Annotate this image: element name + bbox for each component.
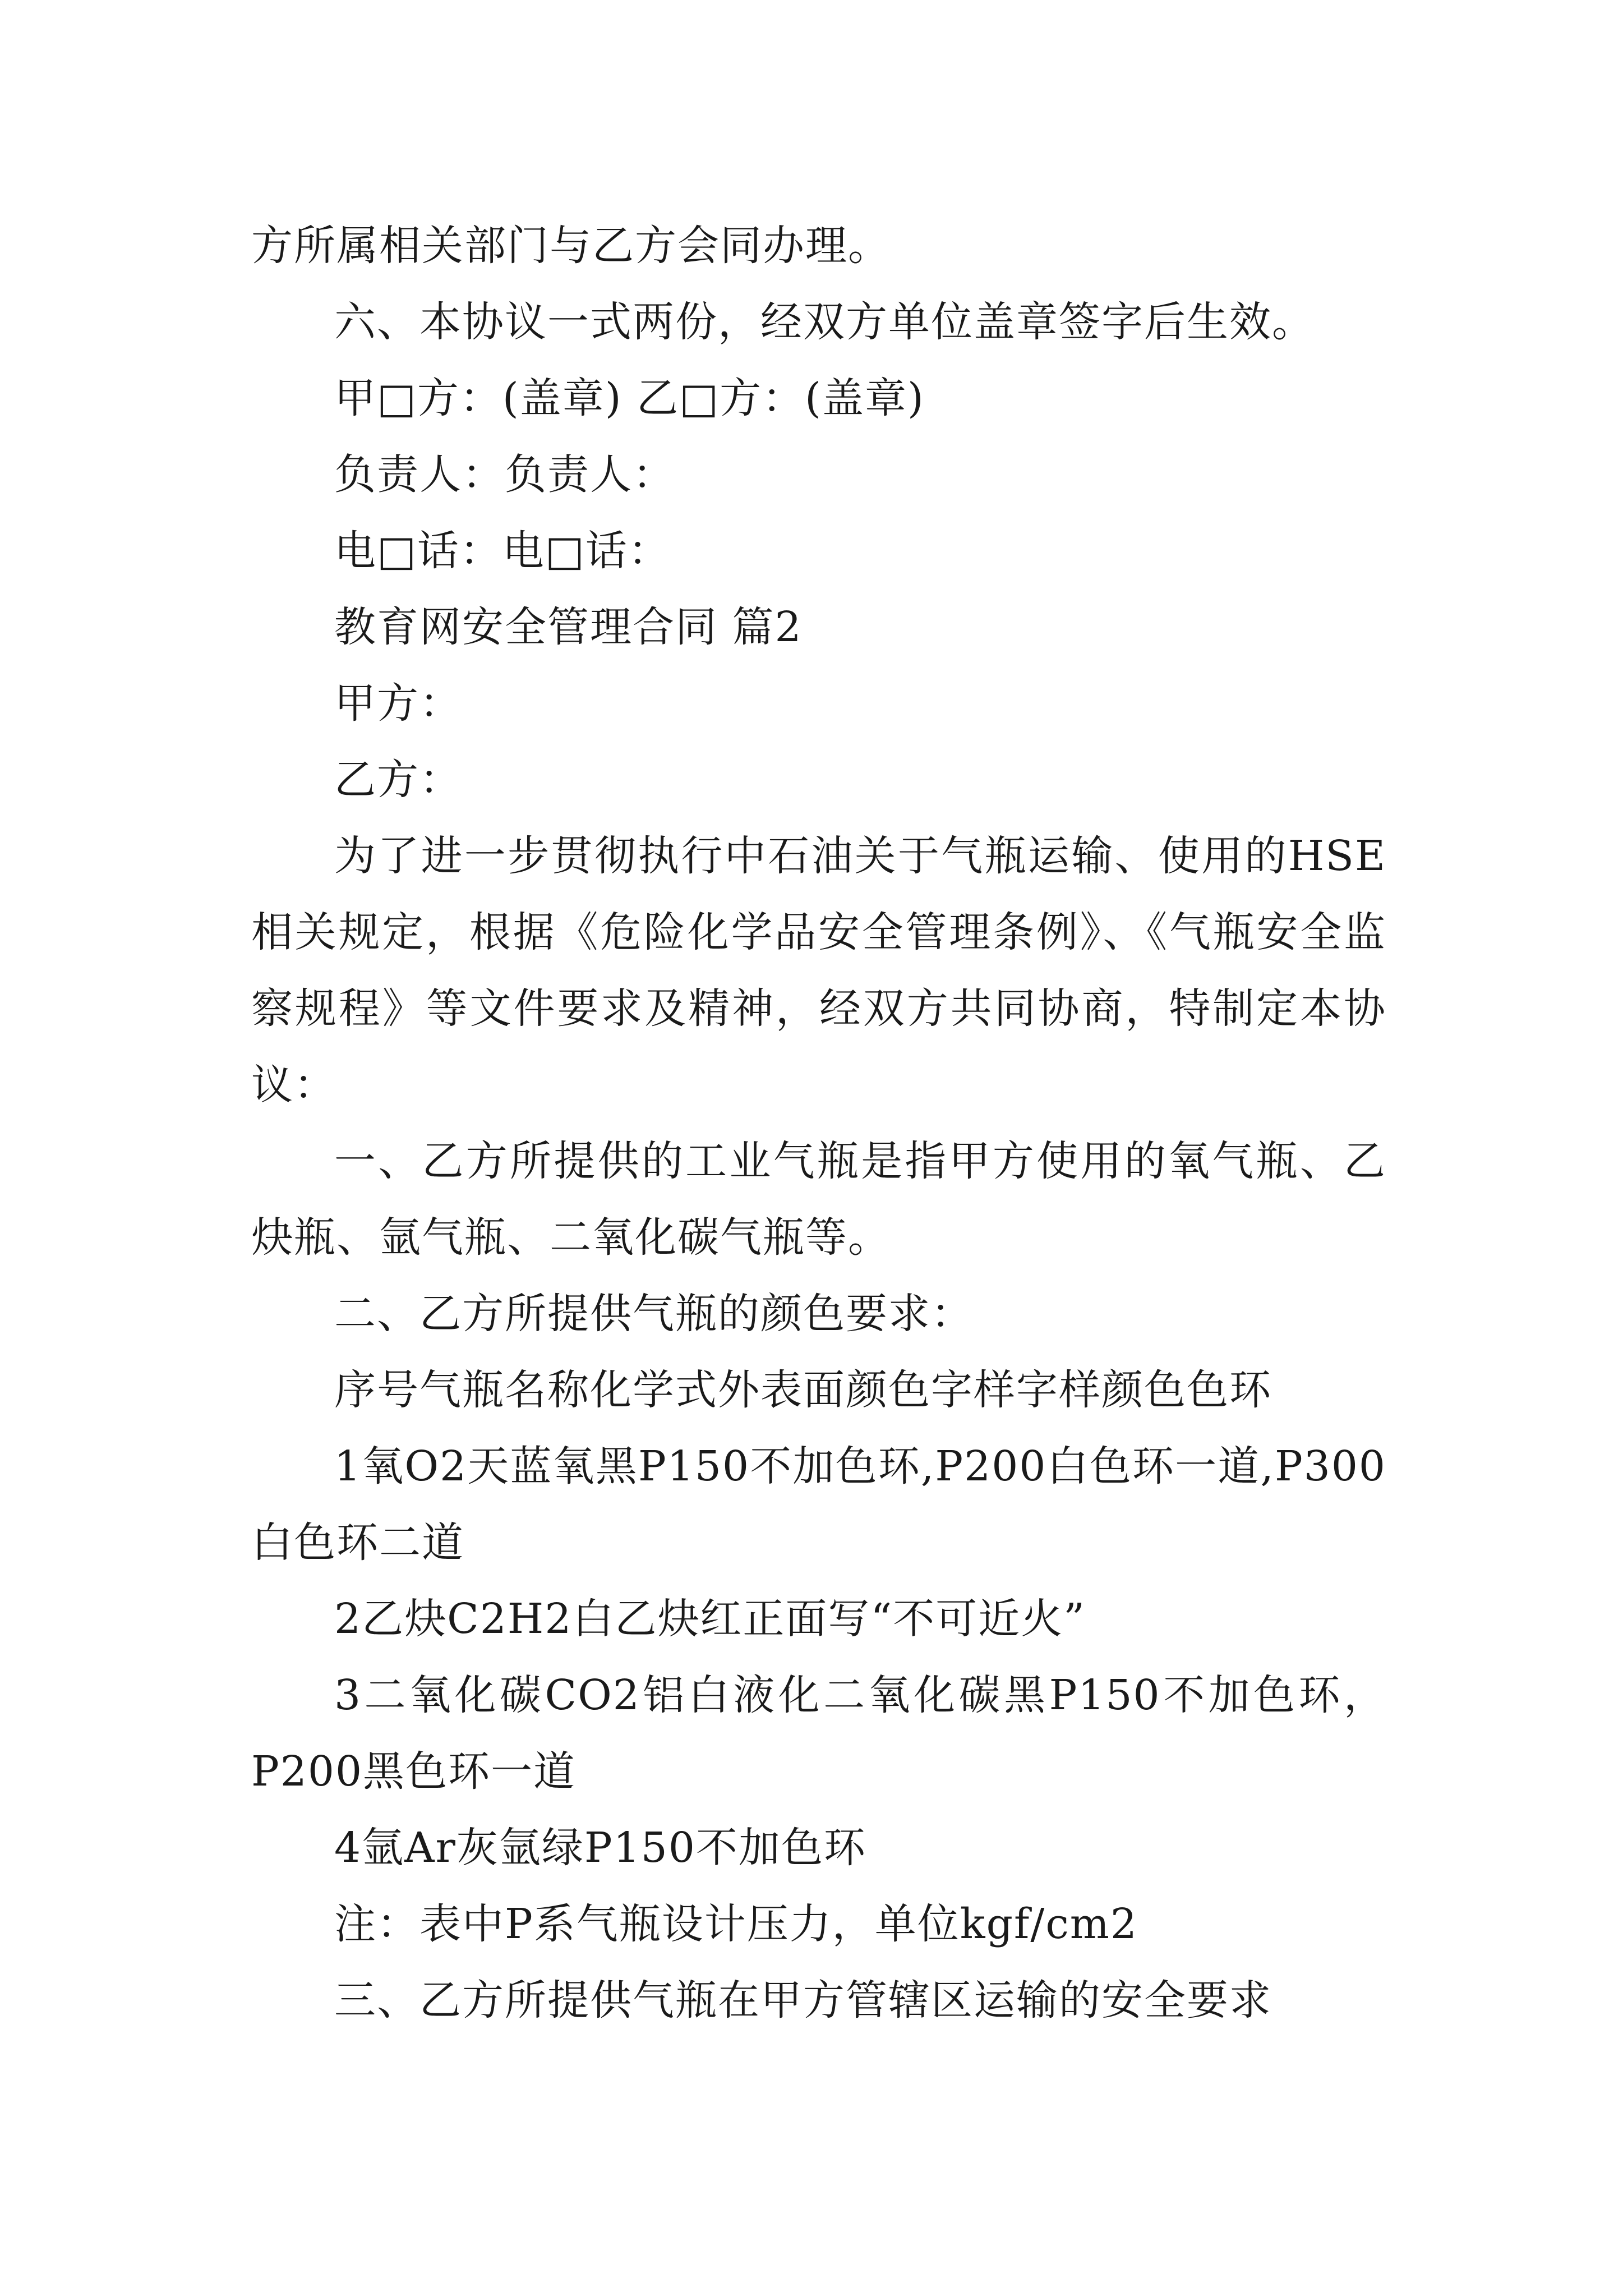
table-row-oxygen: 1氧O2天蓝氧黑P150不加色环,P200白色环一道,P300白色环二道 bbox=[251, 1442, 1386, 1567]
paragraph-continuation: 方所属相关部门与乙方会同办理。 bbox=[251, 222, 891, 270]
table-header-line: 序号气瓶名称化学式外表面颜色字样字样颜色色环 bbox=[334, 1366, 1272, 1414]
party-a-line: 甲方： bbox=[334, 679, 462, 728]
party-b-line: 乙方： bbox=[334, 756, 462, 804]
paragraph-clause-six: 六、本协议一式两份，经双方单位盖章签字后生效。 bbox=[334, 298, 1315, 346]
table-row-co2: 3二氧化碳CO2铝白液化二氧化碳黑P150不加色环，P200黑色环一道 bbox=[251, 1671, 1386, 1796]
table-note: 注：表中P系气瓶设计压力，单位kgf/cm2 bbox=[334, 1900, 1138, 1948]
paragraph-clause-two: 二、乙方所提供气瓶的颜色要求： bbox=[334, 1290, 974, 1338]
signature-phone-line: 电□话：电□话： bbox=[334, 527, 671, 575]
signature-responsible-line: 负责人：负责人： bbox=[334, 450, 675, 499]
document-body bbox=[251, 208, 1386, 2039]
signature-seal-line: 甲□方：(盖章) 乙□方：(盖章) bbox=[334, 374, 925, 422]
table-row-argon: 4氩Ar灰氩绿P150不加色环 bbox=[334, 1824, 866, 1872]
section-heading: 教育网安全管理合同 篇2 bbox=[334, 603, 803, 651]
table-row-acetylene: 2乙炔C2H2白乙炔红正面写“不可近火” bbox=[334, 1595, 1086, 1643]
paragraph-clause-one: 一、乙方所提供的工业气瓶是指甲方使用的氧气瓶、乙炔瓶、氩气瓶、二氧化碳气瓶等。 bbox=[251, 1137, 1386, 1262]
paragraph-preamble: 为了进一步贯彻执行中石油关于气瓶运输、使用的HSE相关规定，根据《危险化学品安全管理条例》、《气瓶安全监察规程》等文件要求及精神，经双方共同协商，特制定本协议： bbox=[251, 832, 1386, 1109]
paragraph-clause-three: 三、乙方所提供气瓶在甲方管辖区运输的安全要求 bbox=[334, 1976, 1272, 2024]
